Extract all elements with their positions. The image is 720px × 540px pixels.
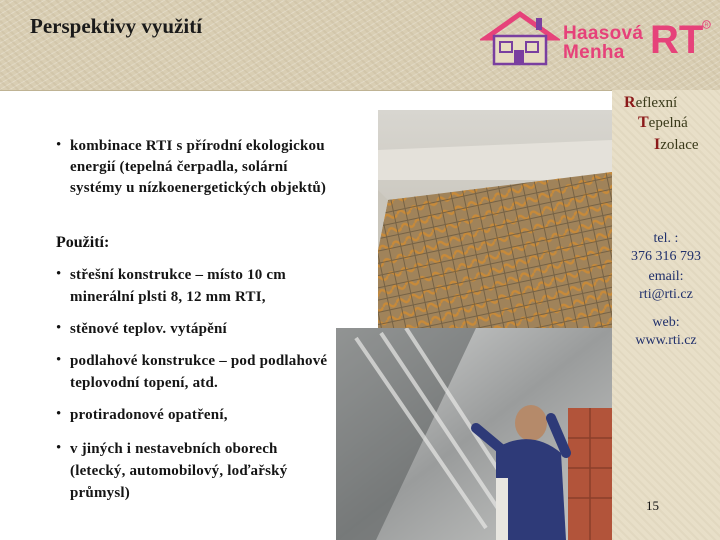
header-bar xyxy=(0,0,720,91)
phone-label: tel. : xyxy=(653,231,679,246)
bullet-marker: • xyxy=(56,137,62,153)
bullet-marker: • xyxy=(56,352,62,368)
phone-value: 376 316 793 xyxy=(631,249,701,264)
brand-cap: T xyxy=(638,114,649,131)
bullet-marker: • xyxy=(56,406,62,422)
brand-rest: epelná xyxy=(648,115,688,131)
usage-item-5-line-3: průmysl) xyxy=(70,485,130,501)
brand-line-reflexni xyxy=(624,94,677,112)
brand-cap: R xyxy=(624,94,636,111)
usage-item-5-line-1: v jiných i nestavebních oborech xyxy=(70,441,278,457)
email-link[interactable]: rti@rti.cz xyxy=(639,287,693,302)
brand-rest: zolace xyxy=(660,137,699,153)
contact-phone xyxy=(612,230,720,266)
bullet-marker: • xyxy=(56,320,62,336)
brand-line-tepelna xyxy=(638,114,688,132)
page-number: 15 xyxy=(646,498,659,513)
usage-heading: Použití: xyxy=(56,234,110,251)
usage-item-3-line-1: podlahové konstrukce – pod podlahové xyxy=(70,353,328,369)
intro-item-line-1: kombinace RTI s přírodní ekologickou xyxy=(70,138,325,154)
brand-line-izolace xyxy=(654,136,699,154)
usage-item-4-line-1: protiradonové opatření, xyxy=(70,407,228,423)
usage-item-1-line-1: střešní konstrukce – místo 10 cm xyxy=(70,267,286,283)
brand-rest: eflexní xyxy=(635,95,678,111)
house-logo-icon xyxy=(480,8,560,70)
logo-rt-mark: RT xyxy=(650,18,704,62)
usage-item-5-line-2: (letecký, automobilový, loďařský xyxy=(70,463,288,479)
svg-text:R: R xyxy=(704,22,709,29)
bullet-marker: • xyxy=(56,266,62,282)
floor-heating-photo xyxy=(378,110,612,328)
usage-item-3-line-2: teplovodní topení, atd. xyxy=(70,375,218,391)
intro-item-line-3: systémy u nízkoenergetických objektů) xyxy=(70,180,327,196)
contact-email xyxy=(612,268,720,304)
logo-wordmark xyxy=(563,24,643,62)
page-title: Perspektivy využití xyxy=(30,14,203,38)
web-label: web: xyxy=(652,315,680,330)
company-logo xyxy=(480,8,712,70)
intro-item-line-2: energií (tepelná čerpadla, solární xyxy=(70,159,288,175)
web-link[interactable]: www.rti.cz xyxy=(635,333,697,348)
logo-line-2: Menha xyxy=(563,42,625,63)
usage-item-1-line-2: minerální plsti 8, 12 mm RTI, xyxy=(70,289,266,305)
sidebar xyxy=(612,90,720,540)
registered-mark-icon xyxy=(702,20,711,29)
brand-cap: I xyxy=(654,136,661,153)
contact-web xyxy=(612,314,720,350)
email-label: email: xyxy=(648,269,684,284)
usage-item-2-line-1: stěnové teplov. vytápění xyxy=(70,321,227,337)
logo-line-1: Haasová xyxy=(563,23,644,44)
bullet-marker: • xyxy=(56,440,62,456)
roof-installation-photo xyxy=(336,328,612,540)
